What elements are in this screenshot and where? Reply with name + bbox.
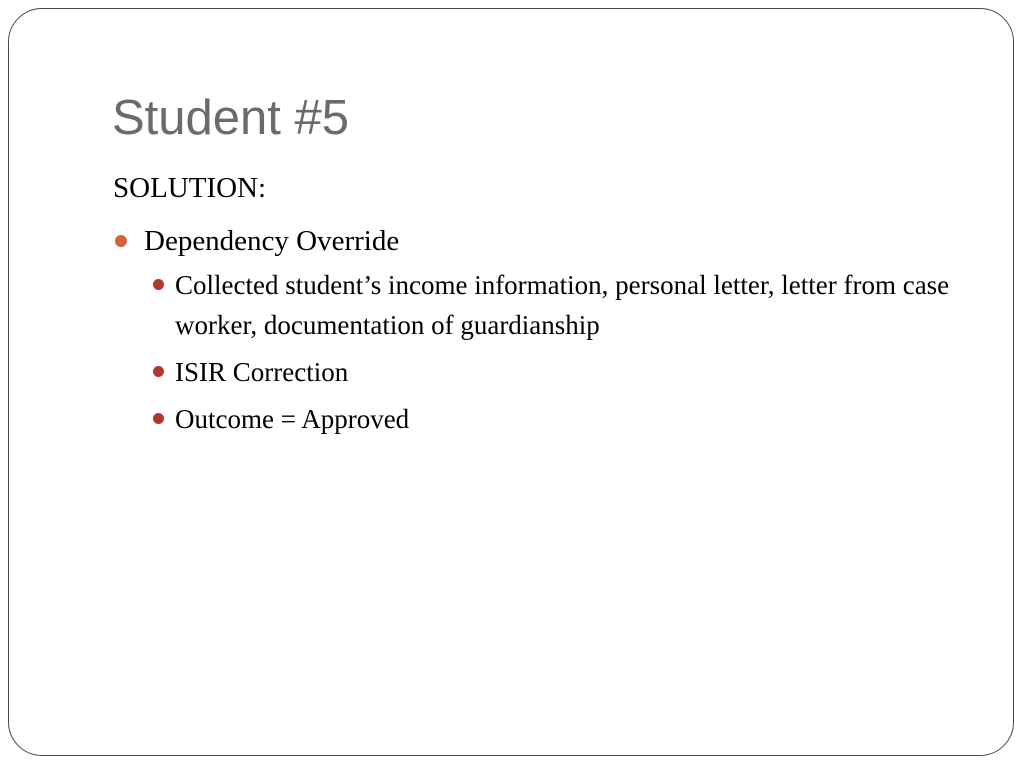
bullet-text: Dependency Override (144, 225, 400, 257)
sub-bullet-isir-correction (113, 352, 953, 392)
sub-bullet-list (113, 265, 953, 439)
sub-bullet-text: Collected student’s income information, personal letter, letter from case worker, documentation of guardianship (175, 270, 950, 340)
sub-bullet-text: Outcome = Approved (175, 404, 410, 434)
sub-bullet-text: ISIR Correction (175, 357, 349, 387)
sub-bullet-dot-icon (153, 366, 164, 377)
sub-bullet-dot-icon (153, 413, 164, 424)
bullet-dot-icon (115, 235, 127, 247)
sub-bullet-outcome (113, 399, 953, 439)
solution-label: SOLUTION: (113, 172, 267, 204)
slide-title: Student #5 (112, 91, 350, 145)
sub-bullet-collected-info (113, 265, 953, 345)
slide-content (113, 166, 953, 446)
bullet-dependency-override (113, 221, 953, 261)
sub-bullet-dot-icon (153, 279, 164, 290)
